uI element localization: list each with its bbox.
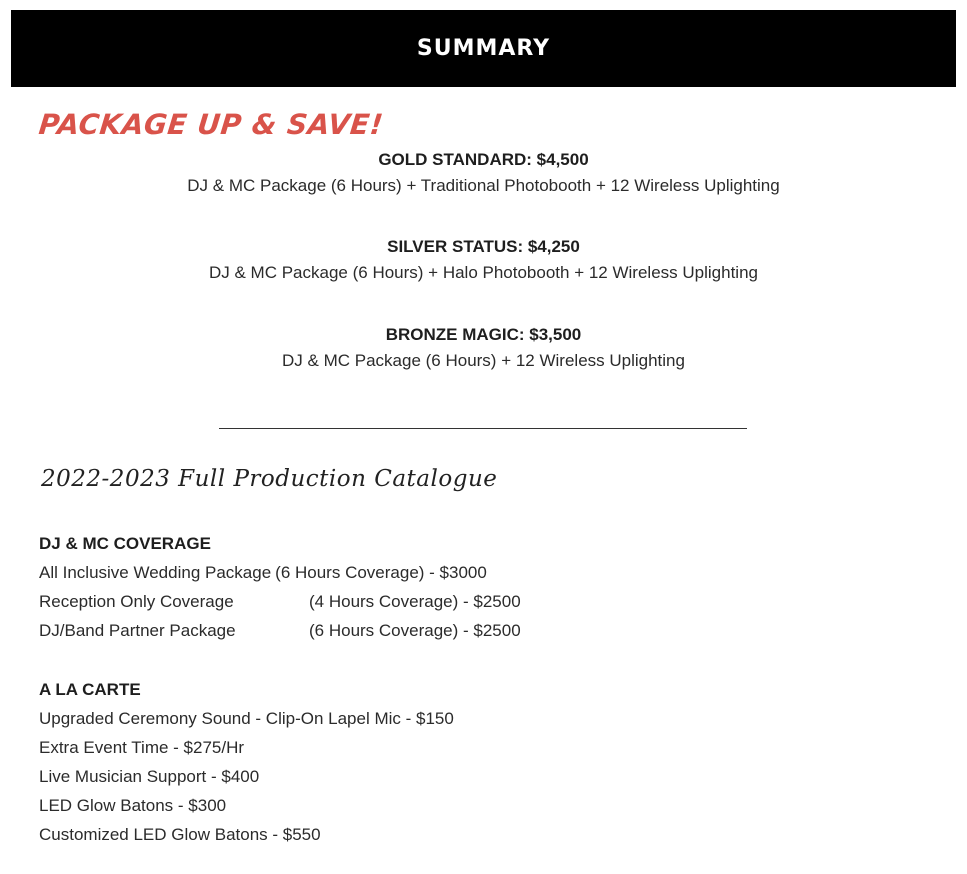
package-gold — [0, 148, 967, 200]
package-description: DJ & MC Package (6 Hours) + Traditional Photobooth + 12 Wireless Uplighting — [187, 176, 780, 195]
package-silver — [0, 235, 967, 287]
a-la-carte-item: Upgraded Ceremony Sound - Clip-On Lapel Mic - $150 — [39, 709, 454, 728]
page-title: SUMMARY — [416, 36, 551, 61]
coverage-item — [39, 616, 521, 645]
coverage-item-detail: (6 Hours Coverage) - $3000 — [275, 563, 487, 582]
package-name: GOLD STANDARD: $4,500 — [378, 150, 589, 169]
package-description: DJ & MC Package (6 Hours) + Halo Photobooth + 12 Wireless Uplighting — [209, 263, 758, 282]
package-name: BRONZE MAGIC: $3,500 — [385, 325, 582, 344]
header-bar — [11, 10, 956, 87]
coverage-item-name: All Inclusive Wedding Package — [39, 563, 272, 582]
coverage-item — [39, 587, 521, 616]
a-la-carte-item: LED Glow Batons - $300 — [39, 796, 227, 815]
coverage-section — [39, 529, 521, 645]
coverage-item — [39, 558, 521, 587]
a-la-carte-section — [39, 675, 454, 849]
coverage-item-detail: (4 Hours Coverage) - $2500 — [309, 592, 521, 611]
a-la-carte-heading: A LA CARTE — [39, 680, 141, 699]
coverage-item-name: DJ/Band Partner Package — [39, 621, 236, 640]
section-divider — [219, 428, 747, 429]
coverage-heading: DJ & MC COVERAGE — [39, 534, 211, 553]
coverage-item-name: Reception Only Coverage — [39, 592, 234, 611]
package-bronze — [0, 323, 967, 375]
a-la-carte-item: Live Musician Support - $400 — [39, 767, 260, 786]
package-description: DJ & MC Package (6 Hours) + 12 Wireless Uplighting — [282, 351, 685, 370]
a-la-carte-item: Extra Event Time - $275/Hr — [39, 738, 245, 757]
catalogue-title: 2022-2023 Full Production Catalogue — [41, 466, 498, 492]
promo-heading: PACKAGE UP & SAVE! — [37, 108, 385, 141]
coverage-item-detail: (6 Hours Coverage) - $2500 — [309, 621, 521, 640]
package-name: SILVER STATUS: $4,250 — [387, 237, 580, 256]
a-la-carte-item: Customized LED Glow Batons - $550 — [39, 825, 321, 844]
